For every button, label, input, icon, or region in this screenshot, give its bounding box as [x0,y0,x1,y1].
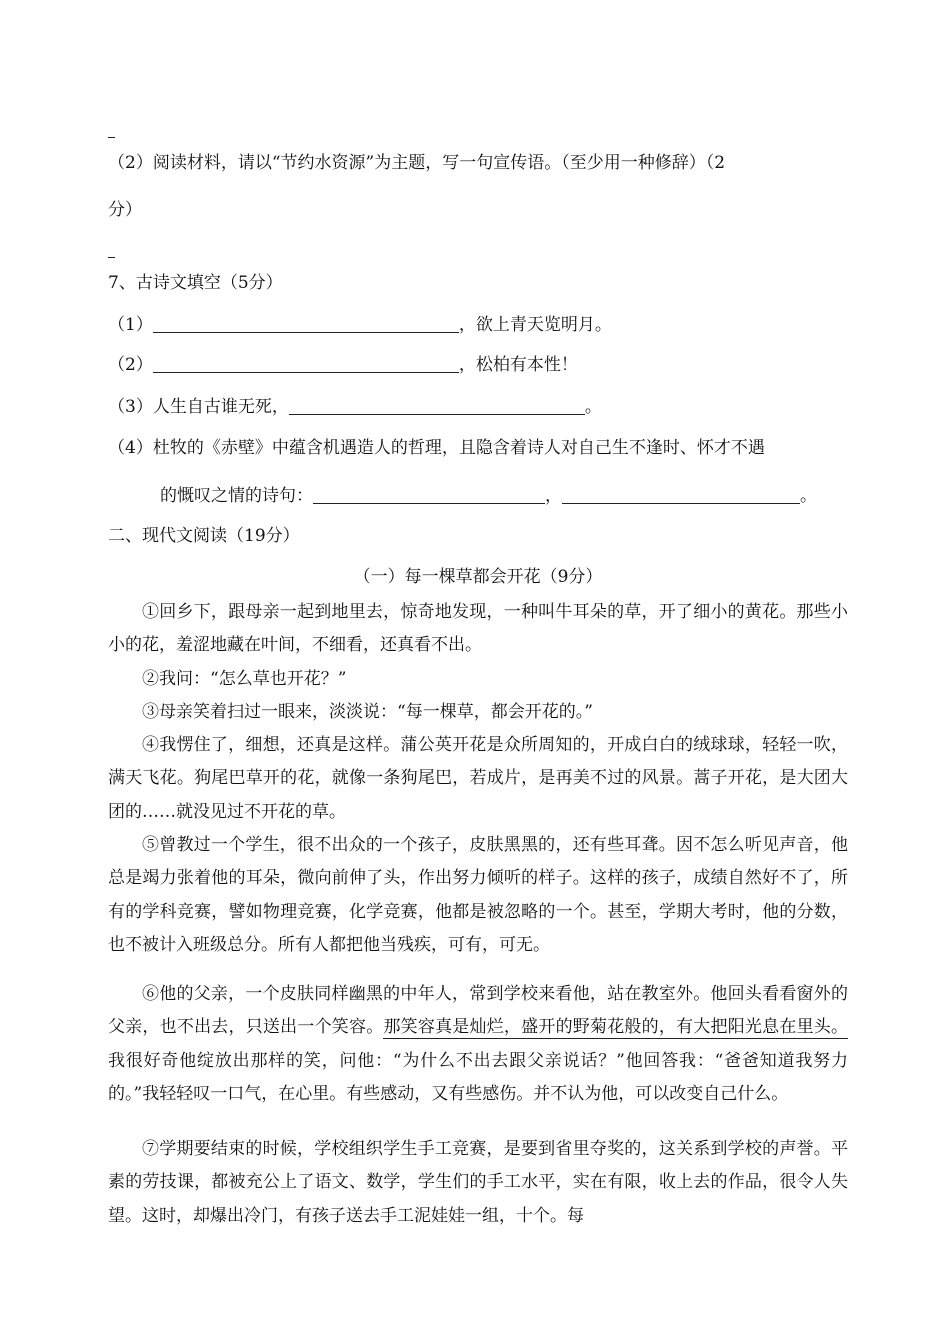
item-text: ，欲上青天览明月。 [458,315,612,335]
section-2-title: 二、现代文阅读（19分） [108,526,300,546]
article-paragraph-7: ⑦学期要结束的时候，学校组织学生手工竞赛，是要到省里夺奖的，这关系到学校的声誉。平素的劳技课，都被充公上了语文、数学，学生们的手工水平，实在有限，收上去的作品，很令人失望。这时，却爆出冷门，有孩子送去手工泥娃娃一组，十个。每 [108,1139,848,1226]
underlined-sentence: 那笑容真是灿烂，盛开的野菊花般的，有大把阳光息在里头。 [383,1017,849,1038]
fill-blank[interactable] [153,355,459,373]
article-paragraph-3: ③母亲笑着扫过一眼来，淡淡说：“每一棵草，都会开花的。” [142,702,593,722]
item-label: （2） [108,355,153,375]
item-label: （3）人生自古谁无死， [108,397,289,417]
separator: ， [545,486,562,506]
paragraph-6-text: 我很好奇他绽放出那样的笑，问他：“为什么不出去跟父亲说话？”他回答我：“爸爸知道我努力的。”我轻轻叹一口气，在心里。有些感动，又有些感伤。并不认为他，可以改变自己什么。 [108,1050,848,1104]
item-text: 的慨叹之情的诗句： [160,486,313,506]
question-7-title: 7、古诗文填空（5分） [108,273,283,293]
fill-blank[interactable] [313,486,545,504]
question-6-2-line2: 分） [108,200,142,220]
article-paragraph-4: ④我愣住了，细想，还真是这样。蒲公英开花是众所周知的，开成白白的绒球球，轻轻一吹，满天飞花。狗尾巴草开的花，就像一条狗尾巴，若成片，是再美不过的风景。蒿子开花，是大团大团的……就没见过不开花的草。 [108,735,848,822]
question-7-item-4-line1: （4）杜牧的《赤壁》中蕴含机遇造人的哲理，且隐含着诗人对自己生不逢时、怀才不遇 [108,438,765,458]
item-end: 。 [800,486,817,506]
item-text: 。 [584,397,602,417]
article-paragraph-1: ①回乡下，跟母亲一起到地里去，惊奇地发现，一种叫牛耳朵的草，开了细小的黄花。那些小小的花，羞涩地藏在叶间，不细看，还真看不出。 [108,602,848,656]
article-paragraph-2: ②我问：“怎么草也开花？” [142,669,347,689]
question-7-item-2 [108,354,578,376]
item-label: （1） [108,315,153,335]
item-text: ，松柏有本性！ [458,355,578,375]
question-7-item-4-line2 [160,485,817,507]
article-paragraph-5: ⑤曾教过一个学生，很不出众的一个孩子，皮肤黑黑的，还有些耳聋。因不怎么听见声音，他总是竭力张着他的耳朵，微向前伸了头，作出努力倾听的样子。这样的孩子，成绩自然好不了，所有的学科竞赛，譬如物理竞赛，化学竞赛，他都是被忽略的一个。甚至，学期大考时，他的分数，也不被计入班级总分。所有人都把他当残疾，可有，可无。 [108,835,848,955]
fill-blank[interactable] [562,486,800,504]
fill-blank[interactable] [153,315,459,333]
answer-line-stub [108,257,115,258]
question-7-item-1 [108,314,612,336]
article-paragraph-6 [108,978,848,1111]
paragraph-6-text: ⑥他的父亲，一个皮肤同样幽黑的中年人，常到学校来看他，站在教室外。他回头看看窗外的父亲，也不出去，只送出一个笑容。 [108,984,848,1038]
question-6-2-line1: （2）阅读材料，请以“节约水资源”为主题，写一句宣传语。（至少用一种修辞）（2 [108,153,726,173]
answer-line-stub [108,137,115,138]
fill-blank[interactable] [289,397,585,415]
article-title: （一）每一棵草都会开花（9分） [353,567,603,587]
question-7-item-3 [108,396,602,418]
